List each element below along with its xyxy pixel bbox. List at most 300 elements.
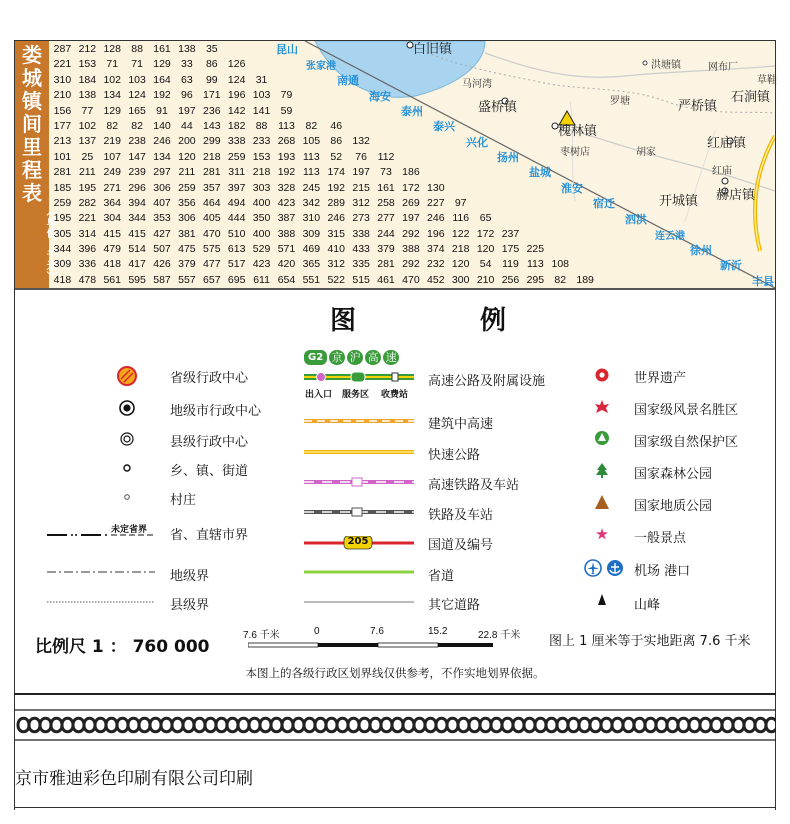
mileage-cell: 557 [178, 273, 196, 286]
mileage-cell: 105 [302, 135, 321, 148]
mileage-cell: 613 [227, 243, 246, 256]
mileage-cell: 31 [255, 73, 268, 86]
mileage-cell: 342 [302, 196, 321, 209]
mileage-cell: 245 [302, 181, 321, 194]
mileage-cell: 120 [451, 258, 470, 271]
mileage-row [50, 134, 598, 149]
mileage-cell: 575 [203, 243, 221, 256]
mileage-cell: 102 [78, 119, 97, 132]
city-label: 扬州 [497, 151, 519, 164]
mileage-cell: 128 [103, 43, 121, 55]
mileage-cell: 171 [203, 89, 221, 102]
mileage-cell: 295 [526, 273, 545, 286]
legend-label: 快速公路 [428, 448, 481, 463]
place-label: 赫店镇 [716, 188, 756, 203]
mileage-cell: 344 [53, 243, 72, 256]
city-label: 丰县 [752, 275, 774, 288]
mileage-cell: 418 [103, 258, 121, 271]
mileage-cell: 193 [277, 150, 296, 163]
mileage-cell: 452 [427, 273, 445, 286]
expressway-badge [304, 350, 399, 365]
mileage-cell: 200 [178, 135, 196, 148]
mileage-cell: 695 [227, 273, 246, 286]
decorative-chain-border [14, 708, 776, 742]
mileage-cell: 306 [178, 212, 196, 225]
mileage-cell: 273 [352, 212, 370, 225]
place-label: 石涧镇 [731, 90, 771, 105]
mileage-cell: 238 [128, 135, 146, 148]
mileage-cell: 91 [156, 104, 168, 117]
mileage-cell: 277 [377, 212, 395, 225]
mileage-cell: 310 [302, 212, 321, 225]
legend-label: 国道及编号 [428, 538, 494, 553]
mileage-cell: 33 [181, 58, 193, 71]
mileage-cell: 82 [554, 273, 567, 286]
mileage-cell: 153 [252, 150, 271, 163]
mileage-cell: 76 [355, 150, 367, 163]
mileage-table-unit: （单位：千米） [45, 204, 58, 282]
mileage-cell: 103 [252, 89, 271, 102]
mileage-cell: 142 [227, 104, 246, 117]
scale-tick: 15.2 [428, 626, 448, 637]
legend-label: 国家级自然保护区 [634, 435, 739, 450]
mileage-cell: 410 [327, 243, 345, 256]
mileage-cell: 311 [228, 166, 246, 179]
place-label: 网布厂 [708, 62, 738, 73]
mileage-cell: 427 [153, 227, 171, 240]
mileage-row [50, 196, 598, 211]
mileage-cell: 219 [103, 135, 121, 148]
mileage-cell: 25 [81, 150, 94, 163]
mileage-cell: 400 [252, 196, 271, 209]
mileage-cell: 232 [427, 258, 445, 271]
mileage-cell: 470 [402, 273, 420, 286]
mileage-cell: 314 [78, 227, 97, 240]
mileage-cell: 654 [277, 273, 296, 286]
mileage-cell: 433 [352, 243, 370, 256]
mileage-cell: 268 [277, 135, 296, 148]
mileage-cell: 119 [502, 258, 519, 271]
mileage-cell: 281 [53, 166, 72, 179]
mileage-cell: 507 [153, 243, 171, 256]
peak-icon [597, 593, 607, 607]
legend-label: 机场 港口 [634, 564, 691, 579]
mileage-cell: 407 [153, 196, 171, 209]
legend-label: 一般景点 [634, 531, 687, 546]
legend-label: 县级界 [170, 598, 210, 613]
mileage-cell: 309 [53, 258, 72, 271]
place-label: 罗塘 [610, 96, 630, 107]
mileage-cell: 259 [227, 150, 246, 163]
mileage-cell: 113 [278, 119, 295, 132]
mileage-cell: 356 [178, 196, 196, 209]
mileage-cell: 469 [302, 243, 321, 256]
city-label: 张家港 [306, 61, 336, 72]
other-road-icon [304, 597, 414, 607]
mileage-cell: 394 [128, 196, 146, 209]
mileage-cell: 210 [476, 273, 495, 286]
mileage-cell: 186 [402, 166, 420, 179]
high-speed-rail-icon [304, 476, 414, 488]
scale-tick: 7.6 千米 [243, 630, 280, 641]
mileage-cell: 221 [78, 212, 97, 225]
mileage-cell: 420 [277, 258, 296, 271]
mileage-row [50, 227, 598, 242]
mileage-cell: 215 [352, 181, 370, 194]
mileage-cell: 59 [280, 104, 293, 117]
mileage-cell: 397 [227, 181, 246, 194]
provincial-capital-icon [115, 364, 139, 388]
scale-tick: 7.6 [370, 626, 384, 637]
mileage-row [50, 165, 598, 180]
legend-label: 铁路及车站 [428, 508, 494, 523]
scale-tick: 0 [314, 626, 320, 637]
mileage-cell: 305 [53, 227, 72, 240]
place-label: 盛桥镇 [478, 100, 518, 115]
city-label: 昆山 [276, 43, 298, 56]
legend-label: 国家级风景名胜区 [634, 403, 739, 418]
mileage-cell: 364 [103, 196, 121, 209]
mileage-cell: 192 [327, 181, 345, 194]
mileage-row [50, 211, 598, 226]
place-label: 红庙镇 [707, 136, 747, 151]
mileage-cell: 259 [178, 181, 196, 194]
expressway-char: 速 [383, 350, 399, 365]
mileage-cell: 134 [103, 89, 121, 102]
scale-ratio: 比例尺 1 ： 760 000 [35, 637, 210, 657]
mileage-cell: 102 [103, 73, 121, 86]
place-label: 严桥镇 [678, 99, 718, 114]
mileage-cell: 134 [153, 150, 171, 163]
mileage-cell: 246 [327, 212, 345, 225]
airport-port-icon [584, 559, 628, 577]
scale-bar [248, 640, 498, 650]
mileage-cell: 153 [78, 58, 97, 71]
mileage-cell: 210 [53, 89, 72, 102]
facility-label-toll: 收费站 [381, 390, 409, 400]
mileage-cell: 44 [181, 119, 193, 132]
mileage-cell: 271 [103, 181, 121, 194]
mileage-cell: 461 [377, 273, 395, 286]
mileage-cell: 227 [427, 196, 445, 209]
boundary-disclaimer: 本图上的各级行政区划界线仅供参考，不作实地划界依据。 [245, 666, 545, 680]
expressway-code: G2 [304, 350, 327, 365]
mileage-cell: 116 [452, 212, 470, 225]
mileage-row [50, 42, 598, 57]
mileage-cell: 571 [277, 243, 296, 256]
mileage-cell: 328 [277, 181, 296, 194]
mileage-cell: 138 [178, 43, 196, 55]
city-label: 连云港 [655, 231, 685, 242]
mileage-cell: 517 [227, 258, 246, 271]
city-label: 泗洪 [625, 213, 647, 226]
mileage-cell: 86 [205, 58, 218, 71]
expressway-char: 京 [329, 350, 345, 365]
mileage-cell: 101 [53, 150, 72, 163]
mileage-cell: 35 [205, 43, 218, 55]
mileage-cell: 97 [454, 196, 467, 209]
mileage-cell: 233 [252, 135, 271, 148]
mileage-cell: 120 [178, 150, 196, 163]
mileage-cell: 444 [227, 212, 246, 225]
place-label: 马河湾 [462, 79, 492, 90]
mileage-cell: 88 [131, 43, 143, 55]
mileage-cell: 196 [227, 89, 246, 102]
mileage-cell: 46 [330, 119, 343, 132]
mileage-cell: 304 [103, 212, 121, 225]
mileage-cell: 73 [380, 166, 392, 179]
mileage-cell: 197 [178, 104, 196, 117]
mileage-cell: 197 [402, 212, 420, 225]
place-label: 槐林镇 [558, 124, 598, 139]
mileage-cell: 281 [203, 166, 221, 179]
mileage-cell: 174 [327, 166, 345, 179]
mileage-cell: 246 [427, 212, 445, 225]
mileage-cell: 338 [352, 227, 370, 240]
mileage-cell: 396 [78, 243, 97, 256]
nature-reserve-icon [594, 430, 610, 446]
city-label: 海安 [369, 90, 391, 103]
mileage-cell: 140 [153, 119, 171, 132]
legend-label: 县级行政中心 [170, 435, 249, 450]
scale-tick: 22.8 千米 [478, 630, 521, 641]
mileage-cell: 494 [227, 196, 246, 209]
county-border-icon [45, 597, 160, 607]
mileage-cell: 124 [128, 89, 146, 102]
mileage-cell: 310 [53, 73, 72, 86]
mileage-cell: 477 [203, 258, 221, 271]
facility-label-entrance: 出入口 [305, 390, 333, 400]
national-road-number: 205 [347, 536, 369, 547]
mileage-cell: 164 [153, 73, 171, 86]
geopark-icon [594, 494, 610, 510]
facility-label-service: 服务区 [342, 390, 370, 400]
mileage-cell: 147 [128, 150, 146, 163]
village-icon [122, 492, 132, 502]
undetermined-border-note: 未定省界 [111, 525, 148, 535]
mileage-cell: 315 [327, 227, 345, 240]
mileage-cell: 259 [53, 196, 72, 209]
mileage-cell: 218 [252, 166, 271, 179]
mileage-cell: 299 [203, 135, 221, 148]
mileage-cell: 551 [302, 273, 321, 286]
mileage-cell: 522 [327, 273, 345, 286]
mileage-table [50, 42, 598, 288]
place-label: 开城镇 [659, 194, 699, 209]
mileage-cell: 239 [128, 166, 146, 179]
city-label: 兴化 [466, 136, 488, 149]
mileage-cell: 120 [476, 243, 495, 256]
expressway-char: 沪 [347, 350, 363, 365]
mileage-cell: 292 [402, 227, 420, 240]
legend-label: 山峰 [634, 598, 661, 613]
mileage-cell: 54 [479, 258, 492, 271]
mileage-cell: 161 [377, 181, 395, 194]
place-label: 草鞋 [757, 75, 777, 86]
township-icon [121, 462, 133, 474]
mileage-cell: 338 [227, 135, 246, 148]
legend-bottom-rule [14, 693, 776, 695]
mileage-cell: 172 [476, 227, 495, 240]
printer-credit: 京市雅迪彩色印刷有限公司印刷 [15, 769, 253, 789]
mileage-cell: 107 [103, 150, 121, 163]
mileage-cell: 244 [377, 227, 395, 240]
mileage-cell: 400 [252, 227, 271, 240]
mileage-cell: 388 [402, 243, 420, 256]
map-legend-separator [15, 288, 775, 290]
mileage-cell: 423 [277, 196, 296, 209]
legend-title-left: 图 [330, 306, 357, 336]
mileage-cell: 52 [330, 150, 343, 163]
mileage-cell: 353 [153, 212, 171, 225]
legend-label: 省道 [428, 569, 455, 584]
city-label: 宿迁 [593, 197, 615, 210]
mileage-cell: 82 [305, 119, 318, 132]
title-char: 城 [22, 66, 42, 90]
city-label: 徐州 [690, 244, 712, 257]
mileage-cell: 122 [451, 227, 470, 240]
mileage-cell: 77 [81, 104, 94, 117]
mileage-cell: 143 [203, 119, 221, 132]
mileage-row [50, 181, 598, 196]
mileage-cell: 611 [253, 273, 270, 286]
mileage-cell: 192 [277, 166, 296, 179]
mileage-cell: 657 [203, 273, 221, 286]
mileage-cell: 350 [252, 212, 271, 225]
mileage-cell: 237 [501, 227, 520, 240]
mileage-cell: 236 [203, 104, 221, 117]
mileage-cell: 381 [178, 227, 196, 240]
expressway-char: 高 [365, 350, 381, 365]
mileage-cell: 464 [203, 196, 221, 209]
mileage-cell: 130 [427, 181, 445, 194]
mileage-cell: 185 [53, 181, 72, 194]
mileage-cell: 374 [427, 243, 445, 256]
mileage-cell: 161 [153, 43, 171, 55]
prefecture-city-icon [117, 398, 137, 418]
mileage-cell: 336 [78, 258, 97, 271]
mileage-table-title [15, 44, 49, 205]
mileage-cell: 423 [252, 258, 271, 271]
mileage-cell: 344 [128, 212, 146, 225]
mileage-cell: 529 [252, 243, 271, 256]
mileage-cell: 418 [53, 273, 72, 286]
mileage-cell: 189 [576, 273, 594, 286]
expressway-under-construction-icon [304, 415, 414, 427]
mileage-cell: 515 [352, 273, 370, 286]
place-label: 洪塘镇 [651, 60, 681, 71]
mileage-cell: 379 [377, 243, 395, 256]
mileage-cell: 113 [302, 150, 320, 163]
legend-label: 省级行政中心 [170, 371, 249, 386]
mileage-row [50, 242, 598, 257]
mileage-cell: 470 [203, 227, 221, 240]
legend-label: 国家地质公园 [634, 499, 713, 514]
city-label: 盐城 [529, 166, 551, 179]
mileage-cell: 182 [227, 119, 246, 132]
place-label: 胡家 [636, 147, 656, 158]
city-label: 泰兴 [433, 120, 455, 133]
mileage-cell: 587 [153, 273, 171, 286]
mileage-cell: 357 [203, 181, 221, 194]
mileage-cell: 177 [53, 119, 72, 132]
mileage-cell: 132 [352, 135, 370, 148]
mileage-cell: 129 [153, 58, 171, 71]
mileage-cell: 156 [53, 104, 72, 117]
mileage-row [50, 73, 598, 88]
mileage-cell: 312 [352, 196, 370, 209]
mileage-cell: 218 [203, 150, 221, 163]
legend-label: 高速公路及附属设施 [428, 374, 546, 389]
mileage-cell: 184 [78, 73, 97, 86]
mileage-row [50, 119, 598, 134]
mileage-cell: 212 [78, 43, 97, 55]
legend-label: 高速铁路及车站 [428, 478, 520, 493]
place-label: 枣树店 [560, 147, 590, 158]
mileage-cell: 129 [103, 104, 121, 117]
mileage-cell: 197 [352, 166, 370, 179]
city-label: 新沂 [720, 259, 742, 272]
title-char: 程 [22, 158, 42, 182]
mileage-cell: 137 [78, 135, 97, 148]
mileage-cell: 225 [526, 243, 545, 256]
mileage-cell: 335 [352, 258, 370, 271]
expressway-icon [304, 370, 414, 384]
legend-label: 建筑中高速 [428, 417, 494, 432]
mileage-cell: 415 [103, 227, 121, 240]
legend-label: 其它道路 [428, 598, 481, 613]
mileage-cell: 113 [302, 166, 320, 179]
mileage-cell: 306 [153, 181, 171, 194]
mileage-cell: 195 [78, 181, 97, 194]
mileage-cell: 379 [178, 258, 196, 271]
mileage-cell: 71 [131, 58, 143, 71]
mileage-cell: 165 [128, 104, 146, 117]
legend-label: 省、直辖市界 [170, 528, 249, 543]
railway-icon [304, 506, 414, 518]
title-char: 间 [22, 112, 42, 136]
mileage-cell: 475 [178, 243, 196, 256]
footer-rule [14, 807, 776, 808]
title-char: 娄 [22, 43, 42, 67]
city-label: 淮安 [561, 182, 583, 195]
city-label: 泰州 [401, 105, 423, 118]
mileage-cell: 292 [402, 258, 420, 271]
mileage-cell: 196 [427, 227, 445, 240]
legend-title-right: 例 [480, 306, 507, 336]
provincial-road-icon [304, 567, 414, 577]
mileage-cell: 218 [451, 243, 470, 256]
mileage-cell: 195 [53, 212, 72, 225]
mileage-cell: 297 [153, 166, 171, 179]
mileage-cell: 82 [106, 119, 119, 132]
mileage-cell: 296 [128, 181, 146, 194]
prefecture-border-icon [45, 567, 160, 577]
mileage-cell: 258 [377, 196, 395, 209]
mileage-cell: 112 [377, 150, 395, 163]
mileage-cell: 71 [106, 58, 119, 71]
mileage-cell: 249 [103, 166, 121, 179]
legend-label: 世界遗产 [634, 371, 687, 386]
mileage-cell: 510 [227, 227, 246, 240]
mileage-cell: 79 [280, 89, 293, 102]
mileage-cell: 415 [128, 227, 146, 240]
national-scenic-area-icon [594, 399, 610, 415]
mileage-cell: 246 [153, 135, 171, 148]
mileage-cell: 124 [227, 73, 246, 86]
mileage-cell: 387 [277, 212, 296, 225]
mileage-cell: 312 [327, 258, 345, 271]
